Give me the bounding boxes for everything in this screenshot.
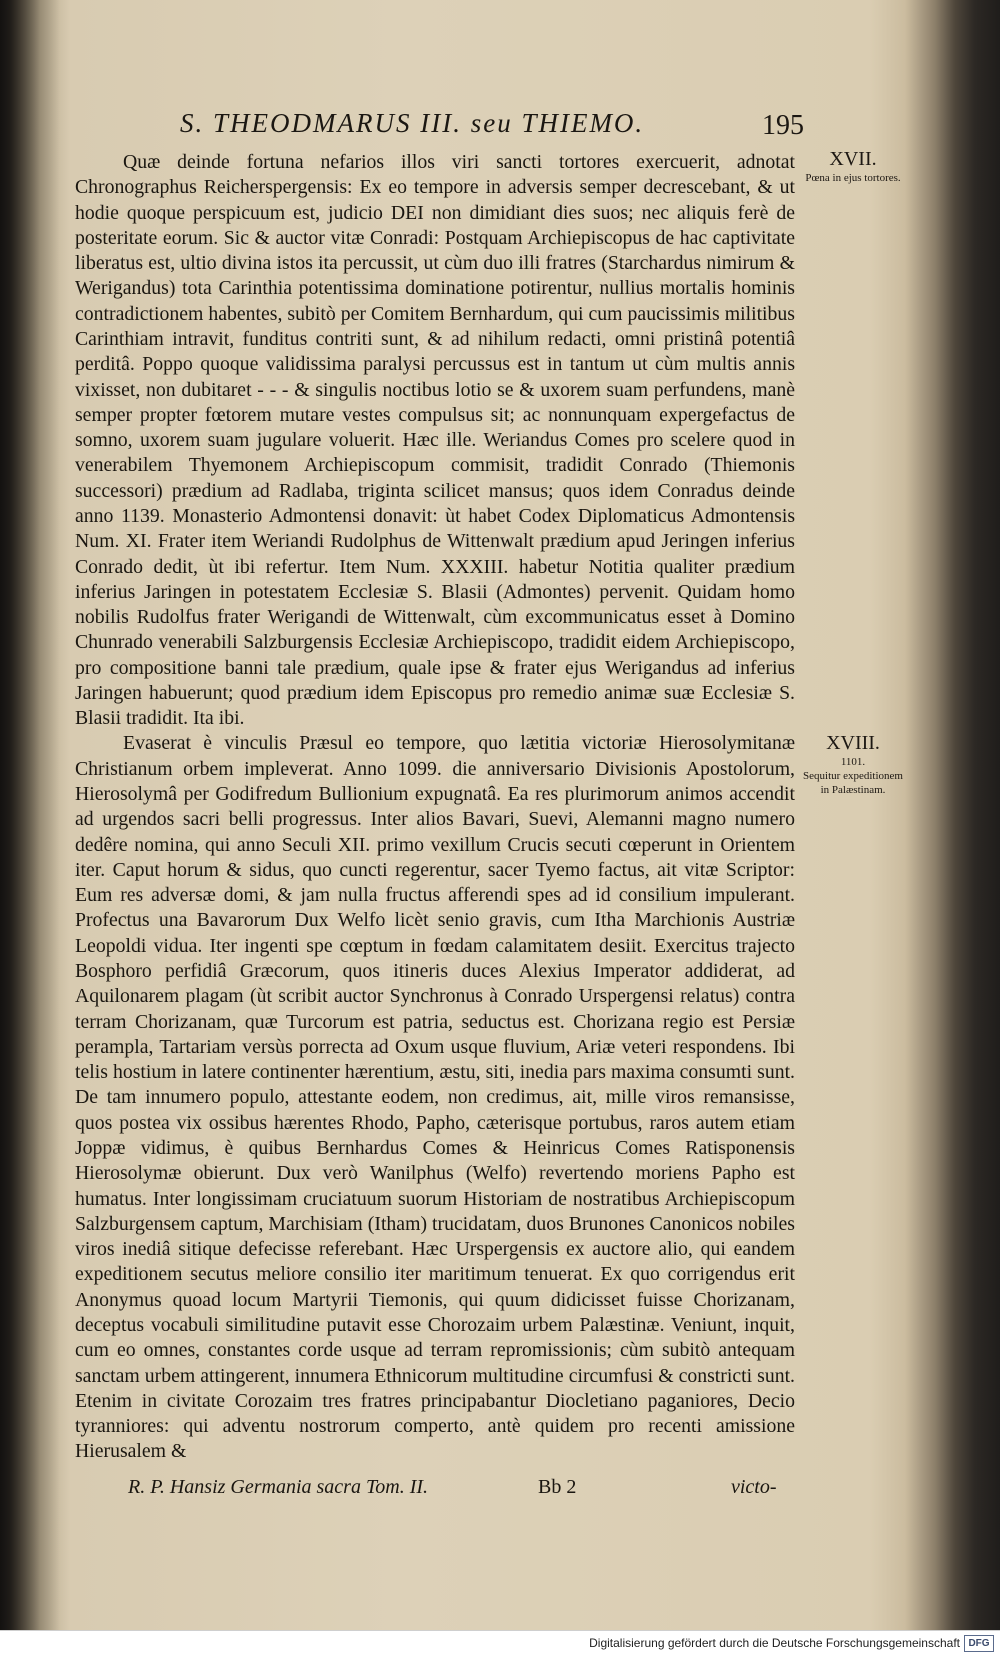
margin-gloss: Sequitur expeditionem in Palæstinam. <box>803 770 903 796</box>
signature-mark: Bb 2 <box>538 1476 577 1498</box>
catchword: victo- <box>731 1476 777 1498</box>
facing-page-edge <box>0 300 20 1600</box>
page-header <box>180 108 900 148</box>
dfg-logo-icon: DFG <box>964 1635 994 1652</box>
digitization-bar <box>0 1630 1000 1655</box>
paragraph-expeditio: Evaserat è vinculis Præsul eo tempore, quo lætitia victoriæ Hierosolymitanæ Christianum orbem impleverat. Anno 1099. die anniversario Divisionis Apostolorum, Hierosolymâ per Godifredum Bullionium expugnatâ. Ea res plurimorum animos accendit ad urgendos sacri belli progressus. Inter alios Bavari, Suevi, Alemanni magno numero dedêre nomina, qui anno Seculi XII. primo vexillum Crucis secuti cœperunt in Orientem iter. Caput horum & sidus, quo cuncti regerentur, sacer Tyemo factus, ait vitæ Scriptor: Eum res adversæ domi, & jam nulla fructus afferendi spes ad id consilium impulerant. Profectus una Bavarorum Dux Welfo licèt senio gravis, cum Itha Marchionis Austriæ Leopoldi vidua. Iter ingenti spe cœptum in fœdam calamitatem desiit. Exercitus trajecto Bosphoro perfidiâ Græcorum, quos itineris duces Alexius Imperator addiderat, ad Aquilonarem plagam (ùt scribit auctor Synchronus à Conrado Urspergensi relatus) contra terram Chorizanam, quæ Turcorum est patria, seductus est. Chorizana regio est Persiæ perampla, Tartariam versùs porrecta ad Oxum usque fluvium, Ariæ veteri respondens. Ibi telis hostium in latere continenter hærentium, æstu, siti, inedia pars maxima consumti sunt. De tam innumero populo, attestante eodem, non credimus, ait, mille viros remansisse, quos postea vix ossibus hærentes Rhodo, Papho, cæterisque portubus, raros autem etiam Joppæ vidimus, è quibus Bernhardus Comes & Heinricus Comes Ratisponensis Hierosolymæ obierunt. Dux verò Wanilphus (Welfo) revertendo moriens Papho est humatus. Inter longissimam cruciatuum suorum Historiam de nostratibus Archiepiscopum Salzburgensem captum, Marchisiam (Itham) trucidatam, duos Brunones Canonicos nobiles viros inediâ sitique defecisse referebant. Hæc Urspergensis ex auctore alio, qui eandem expeditionem secutus meliore consilio iter maritimum tenuerat. Ex quo corrigendus erit Anonymus quoad locum Martyrii Tiemonis, qui quum didicisset fuisse Chorizanam, deceptus vocabuli similitudine putavit esse Chorozaim urbem Palæstinæ. Veniunt, inquit, cum eo omnes, constantes corde usque ad terram repromissionis; cùm subitò antequam sanctam urbem attingerent, innumera Ethnicorum multitudine circumfusi & constricti sunt. Etenim in civitate Corozaim tres fratres principabantur Diocletiano paganiores, Decio tyranniores: qui adventu nostrorum comperto, antè quidem pro recenti amissione Hierusalem & <box>75 732 795 1463</box>
margin-section-number: XVII. <box>829 148 877 170</box>
margin-note-xvii <box>803 148 903 185</box>
body-text <box>75 150 795 1465</box>
running-title: S. THEODMARUS III. seu THIEMO. <box>180 108 645 138</box>
page-number: 195 <box>762 110 804 141</box>
page-footer <box>128 1476 808 1506</box>
margin-gloss: Pœna in ejus tortores. <box>805 172 901 184</box>
margin-section-number: XVIII. <box>826 732 880 754</box>
digitization-note: Digitalisierung gefördert durch die Deutsche Forschungsgemeinschaft <box>589 1636 960 1650</box>
signature-title: R. P. Hansiz Germania sacra Tom. II. <box>128 1476 429 1498</box>
margin-note-xviii <box>803 732 903 797</box>
paragraph-pena: Quæ deinde fortuna nefarios illos viri sancti tortores exercuerit, adnotat Chronographus Reicherspergensis: Ex eo tempore in adversis semper decrescebant, & ut hodie quoque perspicuum est, judicio DEI non dimidiant dies suos; nec aliquis ferè de posteritate eorum. Sic & auctor vitæ Conradi: Postquam Archiepiscopus de hac captivitate liberatus est, ultio divina istos ita percussit, ut cùm duo illi fratres (Starchardus nimirum & Werigandus) tota Carinthia potentissima dominatione potirentur, nullius mortalis hominis contradictionem habentes, subitò per Comitem Bernhardum, qui cum paucissimis militibus Carinthiam intravit, funditus contriti sunt, & ad nihilum redacti, omni pristinâ potentiâ perditâ. Poppo quoque validissima paralysi percussus est in tantum ut cùm multis annis vixisset, non dubitaret - - - & singulis noctibus lotio se & uxorem suam perfundens, manè semper propter fœtorem mutare vestes compulsus sit; ac nonnunquam expergefactus de somno, uxorem suam jugulare voluerit. Hæc ille. Weriandus Comes pro scelere quod in venerabilem Thyemonem Archiepiscopum commisit, tradidit Conrado (Thiemonis successori) prædium ad Radlaba, triginta scilicet mansus; quos idem Conradus deinde anno 1139. Monasterio Admontensi donavit: ùt habet Codex Diplomaticus Admontensis Num. XI. Frater item Weriandi Rudolphus de Wittenwalt prædium apud Jeringen inferius Conrado dedit, ùt ibi refertur. Item Num. XXXIII. habetur Notitia qualiter prædium inferius Jaringen in potestatem Ecclesiæ S. Blasii (Admontes) pervenit. Quidam homo nobilis Rudolfus frater Werigandi de Wittenwalt, cùm excommunicatus esset à Domino Chunrado venerabili Salzburgensis Ecclesiæ Archiepiscopo, tradidit eidem Archiepiscopo, pro compositione banni tale prædium, quale ipse & frater ejus Werigandus ad inferius Jaringen habuerunt; quod prædium idem Episcopus pro remedio animæ suæ Ecclesiæ S. Blasii tradidit. Ita ibi. <box>75 151 795 730</box>
margin-year: 1101. <box>840 756 866 768</box>
